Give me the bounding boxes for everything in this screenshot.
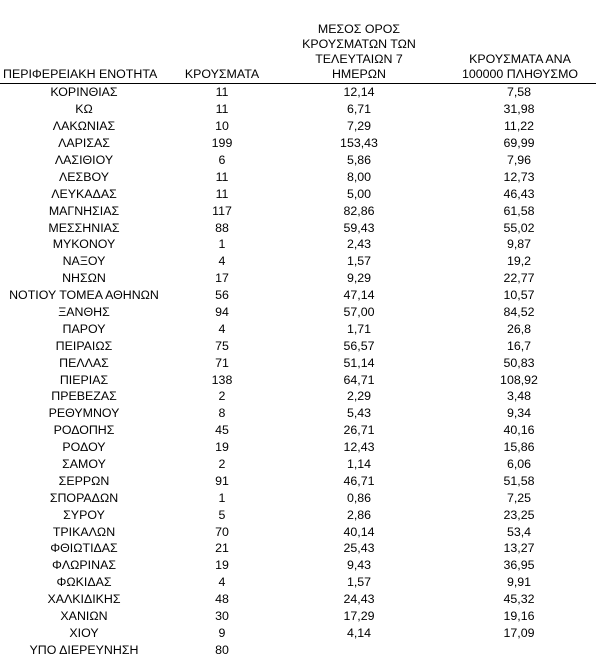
cell-avg-7-days: 7,29 bbox=[346, 119, 372, 134]
cell-region: ΦΘΙΩΤΙΔΑΣ bbox=[50, 541, 118, 556]
cell-cases-per-100000: 31,98 bbox=[503, 102, 535, 117]
cell-region: ΠΡΕΒΕΖΑΣ bbox=[51, 389, 117, 404]
table-row bbox=[0, 354, 596, 371]
cell-cases-per-100000: 36,95 bbox=[503, 558, 535, 573]
cell-region: ΚΟΡΙΝΘΙΑΣ bbox=[50, 85, 118, 100]
cell-cases: 2 bbox=[218, 457, 226, 472]
cell-avg-7-days: 9,43 bbox=[346, 558, 372, 573]
cell-cases: 9 bbox=[218, 625, 226, 640]
table-row bbox=[0, 472, 596, 489]
table-row bbox=[0, 591, 596, 608]
table-row bbox=[0, 523, 596, 540]
cell-cases: 21 bbox=[215, 541, 229, 556]
cell-cases: 117 bbox=[212, 203, 232, 218]
cell-region: ΡΕΘΥΜΝΟΥ bbox=[48, 406, 120, 421]
table-row bbox=[0, 439, 596, 456]
cell-avg-7-days: 5,43 bbox=[346, 406, 372, 421]
cell-cases-per-100000: 45,32 bbox=[503, 592, 535, 607]
cell-region: ΤΡΙΚΑΛΩΝ bbox=[52, 524, 116, 539]
cell-avg-7-days: 1,57 bbox=[346, 575, 372, 590]
cell-cases-per-100000: 84,52 bbox=[503, 305, 535, 320]
table-row bbox=[0, 625, 596, 642]
cell-cases: 94 bbox=[215, 305, 229, 320]
cell-region: ΣΑΜΟΥ bbox=[62, 457, 106, 472]
cell-avg-7-days: 0,86 bbox=[346, 490, 372, 505]
cell-region: ΥΠΟ ΔΙΕΡΕΥΝΗΣΗ bbox=[29, 642, 139, 657]
cell-cases: 1 bbox=[218, 237, 226, 252]
cell-cases-per-100000: 17,09 bbox=[503, 625, 535, 640]
table-row bbox=[0, 506, 596, 523]
cell-region: ΝΑΞΟΥ bbox=[62, 254, 106, 269]
cell-cases-per-100000: 11,22 bbox=[503, 119, 535, 134]
cell-cases-per-100000: 50,83 bbox=[503, 355, 535, 370]
cell-cases-per-100000: 16,7 bbox=[506, 338, 532, 353]
cell-cases: 5 bbox=[218, 507, 226, 522]
cell-cases: 88 bbox=[215, 220, 229, 235]
cell-cases: 11 bbox=[215, 102, 229, 117]
cell-avg-7-days: 12,14 bbox=[343, 85, 375, 100]
table-row bbox=[0, 557, 596, 574]
cell-cases-per-100000: 9,91 bbox=[506, 575, 532, 590]
table-row bbox=[0, 101, 596, 118]
cell-cases-per-100000: 108,92 bbox=[500, 372, 538, 387]
cell-cases: 4 bbox=[218, 575, 226, 590]
table-row bbox=[0, 641, 596, 658]
cell-cases: 11 bbox=[215, 186, 229, 201]
cell-cases-per-100000: 7,96 bbox=[506, 153, 532, 167]
cell-avg-7-days: 12,43 bbox=[343, 440, 375, 455]
cell-region: ΚΩ bbox=[75, 102, 93, 117]
header-row bbox=[0, 22, 596, 84]
cell-region: ΝΗΣΩΝ bbox=[62, 271, 106, 286]
cell-region: ΦΛΩΡΙΝΑΣ bbox=[51, 558, 116, 573]
cell-cases: 91 bbox=[215, 473, 229, 488]
cell-cases: 45 bbox=[215, 423, 229, 438]
table-row bbox=[0, 287, 596, 304]
table-row bbox=[0, 337, 596, 354]
cell-avg-7-days: 1,57 bbox=[346, 254, 372, 269]
cell-region: ΡΟΔΟΠΗΣ bbox=[53, 423, 115, 438]
cell-cases: 4 bbox=[218, 254, 226, 269]
cell-cases-per-100000: 40,16 bbox=[503, 423, 535, 438]
cell-cases-per-100000: 7,58 bbox=[506, 85, 532, 100]
cell-region: ΠΕΛΛΑΣ bbox=[59, 355, 109, 370]
cell-cases: 19 bbox=[215, 440, 229, 455]
table-row bbox=[0, 168, 596, 185]
cell-avg-7-days: 1,14 bbox=[346, 457, 372, 472]
cell-region: ΣΠΟΡΑΔΩΝ bbox=[49, 490, 119, 505]
cell-avg-7-days: 6,71 bbox=[346, 102, 372, 117]
cell-cases-per-100000: 9,87 bbox=[506, 237, 532, 252]
table-row bbox=[0, 118, 596, 135]
table-row bbox=[0, 320, 596, 337]
cell-avg-7-days: 1,71 bbox=[346, 321, 372, 336]
cell-cases: 1 bbox=[218, 490, 226, 505]
cell-avg-7-days: 59,43 bbox=[343, 220, 375, 235]
cell-cases: 30 bbox=[215, 609, 229, 624]
table-row bbox=[0, 574, 596, 591]
cell-cases-per-100000: 46,43 bbox=[503, 186, 535, 201]
cell-cases-per-100000: 12,73 bbox=[503, 169, 535, 184]
cell-avg-7-days: 26,71 bbox=[343, 423, 375, 438]
table-row bbox=[0, 422, 596, 439]
cell-avg-7-days: 4,14 bbox=[346, 625, 372, 640]
header-cases: ΚΡΟΥΣΜΑΤΑ bbox=[168, 22, 276, 84]
cell-avg-7-days: 2,86 bbox=[346, 507, 372, 522]
cell-cases-per-100000: 9,34 bbox=[506, 406, 532, 421]
cell-region: ΠΑΡΟΥ bbox=[62, 321, 106, 336]
cell-avg-7-days: 46,71 bbox=[343, 473, 375, 488]
cell-cases: 11 bbox=[215, 169, 229, 184]
cell-cases: 17 bbox=[215, 271, 229, 286]
table-row bbox=[0, 135, 596, 152]
cell-cases-per-100000: 15,86 bbox=[503, 440, 535, 455]
header-region: ΠΕΡΙΦΕΡΕΙΑΚΗ ΕΝΟΤΗΤΑ bbox=[0, 22, 168, 84]
table-row bbox=[0, 185, 596, 202]
cell-cases-per-100000: 6,06 bbox=[506, 457, 532, 472]
cell-cases: 80 bbox=[215, 642, 229, 657]
table-row bbox=[0, 540, 596, 557]
cell-cases: 56 bbox=[215, 288, 229, 303]
cell-cases: 10 bbox=[215, 119, 229, 134]
header-cases-per-100000: ΚΡΟΥΣΜΑΤΑ ΑΝΑ 100000 ΠΛΗΘΥΣΜΟ bbox=[442, 22, 596, 84]
cell-cases-per-100000 bbox=[442, 641, 596, 658]
table-row bbox=[0, 270, 596, 287]
cell-cases-per-100000: 23,25 bbox=[503, 507, 535, 522]
table-row bbox=[0, 371, 596, 388]
table-row bbox=[0, 388, 596, 405]
cell-avg-7-days: 51,14 bbox=[343, 355, 375, 370]
table-body bbox=[0, 84, 596, 659]
cell-cases: 138 bbox=[211, 372, 233, 387]
cell-cases: 48 bbox=[215, 592, 229, 607]
cell-cases-per-100000: 22,77 bbox=[503, 271, 535, 286]
cell-avg-7-days: 25,43 bbox=[343, 541, 375, 556]
cell-cases: 71 bbox=[215, 355, 229, 370]
cell-cases: 4 bbox=[218, 321, 226, 336]
cell-region: ΜΥΚΟΝΟΥ bbox=[52, 237, 116, 252]
cell-cases-per-100000: 19,16 bbox=[503, 609, 535, 624]
cell-region: ΛΑΡΙΣΑΣ bbox=[58, 136, 110, 151]
cell-region: ΣΕΡΡΩΝ bbox=[58, 473, 110, 488]
cell-avg-7-days: 56,57 bbox=[343, 338, 375, 353]
table-row bbox=[0, 304, 596, 321]
cell-cases-per-100000: 7,25 bbox=[506, 490, 532, 505]
cell-region: ΛΕΥΚΑΔΑΣ bbox=[51, 186, 117, 201]
cell-cases-per-100000: 13,27 bbox=[503, 541, 535, 556]
cell-region: ΜΕΣΣΗΝΙΑΣ bbox=[48, 220, 120, 235]
cell-avg-7-days: 57,00 bbox=[343, 305, 375, 320]
cell-cases-per-100000: 26,8 bbox=[506, 321, 532, 336]
table-row bbox=[0, 152, 596, 169]
cell-cases: 8 bbox=[218, 406, 226, 421]
table-row bbox=[0, 202, 596, 219]
cell-region: ΝΟΤΙΟΥ ΤΟΜΕΑ ΑΘΗΝΩΝ bbox=[9, 288, 159, 303]
cell-avg-7-days: 2,43 bbox=[346, 237, 372, 252]
table-row bbox=[0, 84, 596, 101]
cell-region: ΠΕΙΡΑΙΩΣ bbox=[55, 338, 113, 353]
cell-avg-7-days: 5,86 bbox=[346, 153, 372, 167]
header-avg-7-days: ΜΕΣΟΣ ΟΡΟΣ ΚΡΟΥΣΜΑΤΩΝ ΤΩΝ ΤΕΛΕΥΤΑΙΩΝ 7 ΗΜΕΡΩΝ bbox=[276, 22, 442, 84]
cell-avg-7-days: 24,43 bbox=[343, 592, 375, 607]
cases-table bbox=[0, 22, 596, 658]
cell-avg-7-days: 5,00 bbox=[346, 186, 372, 201]
cell-region: ΧΙΟΥ bbox=[69, 625, 99, 640]
cell-avg-7-days: 153,43 bbox=[340, 136, 378, 151]
cell-avg-7-days: 8,00 bbox=[346, 169, 372, 184]
cell-region: ΠΙΕΡΙΑΣ bbox=[59, 372, 109, 387]
cell-cases: 11 bbox=[215, 85, 229, 100]
cell-region: ΡΟΔΟΥ bbox=[62, 440, 106, 455]
cell-region: ΦΩΚΙΔΑΣ bbox=[56, 575, 112, 590]
cell-avg-7-days: 2,29 bbox=[346, 389, 372, 404]
cell-cases-per-100000: 19,2 bbox=[506, 254, 532, 269]
cell-cases-per-100000: 69,99 bbox=[503, 136, 535, 151]
cell-region: ΣΥΡΟΥ bbox=[63, 507, 105, 522]
cell-region: ΜΑΓΝΗΣΙΑΣ bbox=[48, 203, 120, 218]
table-row bbox=[0, 608, 596, 625]
cell-avg-7-days: 17,29 bbox=[343, 609, 375, 624]
cell-cases: 75 bbox=[215, 338, 229, 353]
cell-cases: 19 bbox=[215, 558, 229, 573]
cell-region: ΧΑΛΚΙΔΙΚΗΣ bbox=[47, 592, 121, 607]
cell-cases-per-100000: 3,48 bbox=[506, 389, 532, 404]
cell-avg-7-days: 40,14 bbox=[343, 524, 375, 539]
table-row bbox=[0, 219, 596, 236]
cell-avg-7-days: 9,29 bbox=[346, 271, 372, 286]
cell-region: ΧΑΝΙΩΝ bbox=[60, 609, 108, 624]
cell-cases: 6 bbox=[218, 153, 226, 167]
table-row bbox=[0, 253, 596, 270]
cell-region: ΛΕΣΒΟΥ bbox=[59, 169, 109, 184]
cell-avg-7-days: 82,86 bbox=[343, 203, 375, 218]
cell-region: ΛΑΣΙΘΙΟΥ bbox=[54, 153, 114, 167]
table-header bbox=[0, 22, 596, 84]
cell-cases: 2 bbox=[218, 389, 226, 404]
cell-cases-per-100000: 51,58 bbox=[503, 473, 535, 488]
cell-region: ΛΑΚΩΝΙΑΣ bbox=[52, 119, 116, 134]
cell-cases-per-100000: 10,57 bbox=[503, 288, 535, 303]
cell-avg-7-days: 47,14 bbox=[343, 288, 375, 303]
table-row bbox=[0, 456, 596, 473]
cell-avg-7-days bbox=[276, 641, 442, 658]
cell-cases-per-100000: 55,02 bbox=[503, 220, 535, 235]
table-row bbox=[0, 405, 596, 422]
cell-cases-per-100000: 53,4 bbox=[506, 524, 532, 539]
cell-cases: 70 bbox=[215, 524, 229, 539]
cell-region: ΞΑΝΘΗΣ bbox=[58, 305, 110, 320]
cell-cases-per-100000: 61,58 bbox=[503, 203, 535, 218]
table-row bbox=[0, 236, 596, 253]
table-row bbox=[0, 489, 596, 506]
cell-cases: 199 bbox=[211, 136, 233, 151]
cell-avg-7-days: 64,71 bbox=[343, 372, 375, 387]
